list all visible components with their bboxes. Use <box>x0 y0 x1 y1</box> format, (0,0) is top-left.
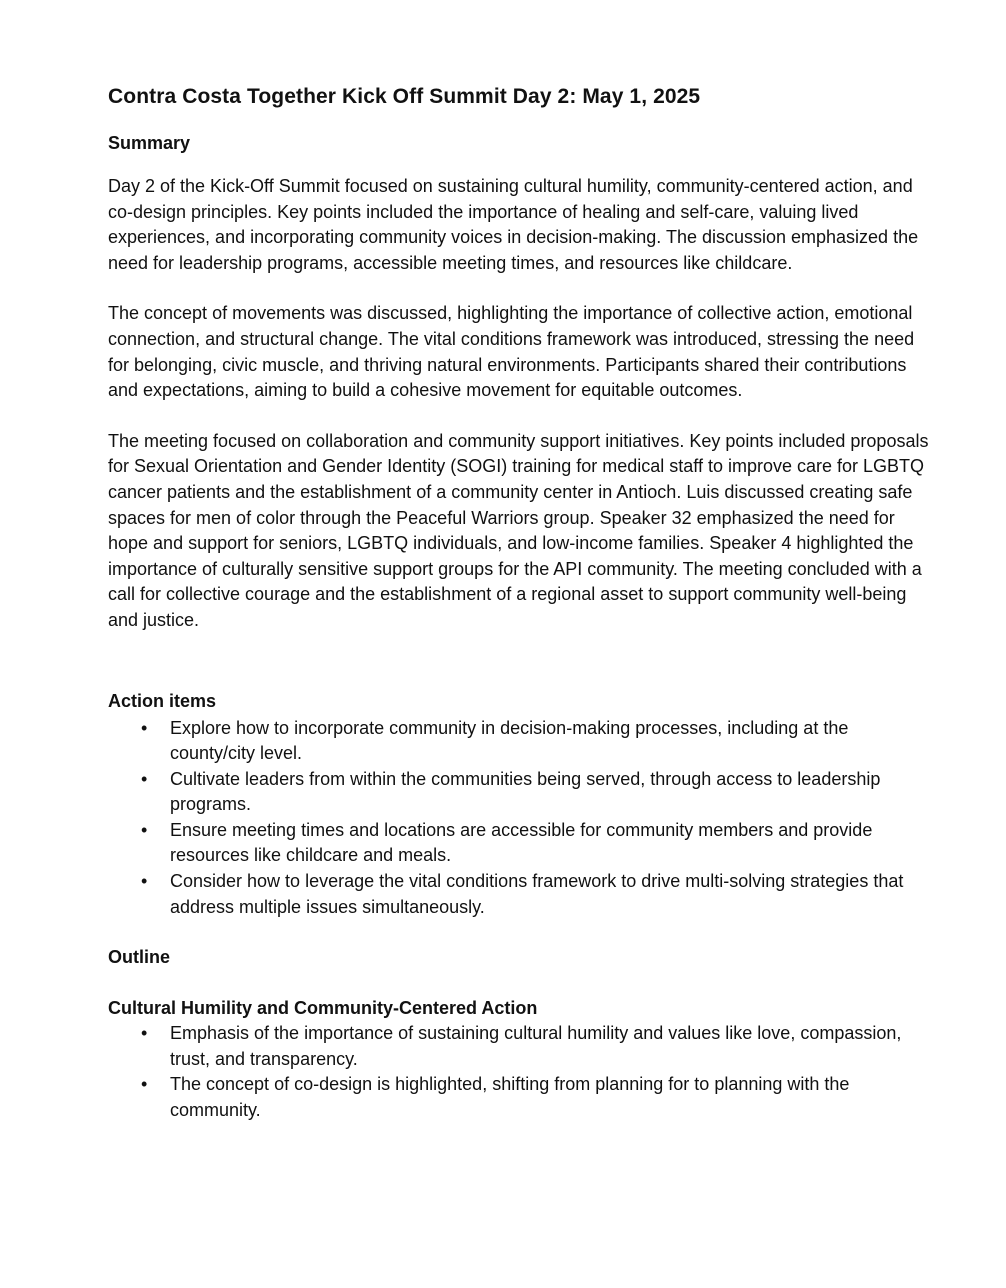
action-items-heading: Action items <box>108 690 217 711</box>
action-items-list <box>108 716 938 921</box>
bullet-icon: • <box>141 819 148 840</box>
outline-item <box>108 1021 938 1072</box>
summary-paragraph-3: The meeting focused on collaboration and community support initiatives. Key points included proposals for Sexual Orientation and Gender Identity (SOGI) training for medical staff to improve care for LGBTQ cancer patients and the establishment of a community center in Antioch. Luis discussed creating safe spaces for men of color through the Peaceful Warriors group. Speaker 32 emphasized the need for hope and support for seniors, LGBTQ individuals, and low-income families. Speaker 4 highlighted the importance of culturally sensitive support groups for the API community. The meeting concluded with a call for collective courage and the establishment of a regional asset to support community well-being and justice. <box>108 430 929 630</box>
action-item-text: Consider how to leverage the vital conditions framework to drive multi-solving strategies that address multiple issues simultaneously. <box>170 871 904 917</box>
summary-heading: Summary <box>108 133 191 153</box>
outline-item-text: Emphasis of the importance of sustaining cultural humility and values like love, compassion, trust, and transparency. <box>170 1023 902 1069</box>
summary-paragraph-2: The concept of movements was discussed, highlighting the importance of collective action, emotional connection, and structural change. The vital conditions framework was introduced, stressing the need for belonging, civic muscle, and thriving natural environments. Participants shared their contributions and expectations, aiming to build a cohesive movement for equitable outcomes. <box>108 303 915 401</box>
outline-heading: Outline <box>108 947 170 968</box>
outline-item <box>108 1072 938 1123</box>
action-item-text: Cultivate leaders from within the communities being served, through access to leadership programs. <box>170 768 881 815</box>
bullet-icon: • <box>141 717 148 738</box>
outline-list <box>108 1021 938 1123</box>
bullet-icon: • <box>141 1074 148 1095</box>
document-page <box>108 80 938 1124</box>
bullet-icon: • <box>141 768 148 789</box>
document-title: Contra Costa Together Kick Off Summit Day 2: May 1, 2025 <box>108 85 701 108</box>
summary-paragraph-1: Day 2 of the Kick-Off Summit focused on sustaining cultural humility, community-centered action, and co-design principles. Key points included the importance of healing and self-care, valuing lived experiences, and incorporating community voices in decision-making. The discussion emphasized the need for leadership programs, accessible meeting times, and resources like childcare. <box>108 176 919 273</box>
bullet-icon: • <box>141 871 148 892</box>
action-item-text: Ensure meeting times and locations are accessible for community members and provide resources like childcare and meals. <box>170 819 873 866</box>
action-item-text: Explore how to incorporate community in decision-making processes, including at the county/city level. <box>170 717 849 764</box>
action-item <box>108 869 938 920</box>
action-item <box>108 716 938 767</box>
bullet-icon: • <box>141 1023 148 1044</box>
outline-subsection-heading: Cultural Humility and Community-Centered Action <box>108 998 538 1019</box>
action-item <box>108 818 938 869</box>
action-item <box>108 767 938 818</box>
outline-item-text: The concept of co-design is highlighted, shifting from planning for to planning with the community. <box>170 1074 850 1121</box>
